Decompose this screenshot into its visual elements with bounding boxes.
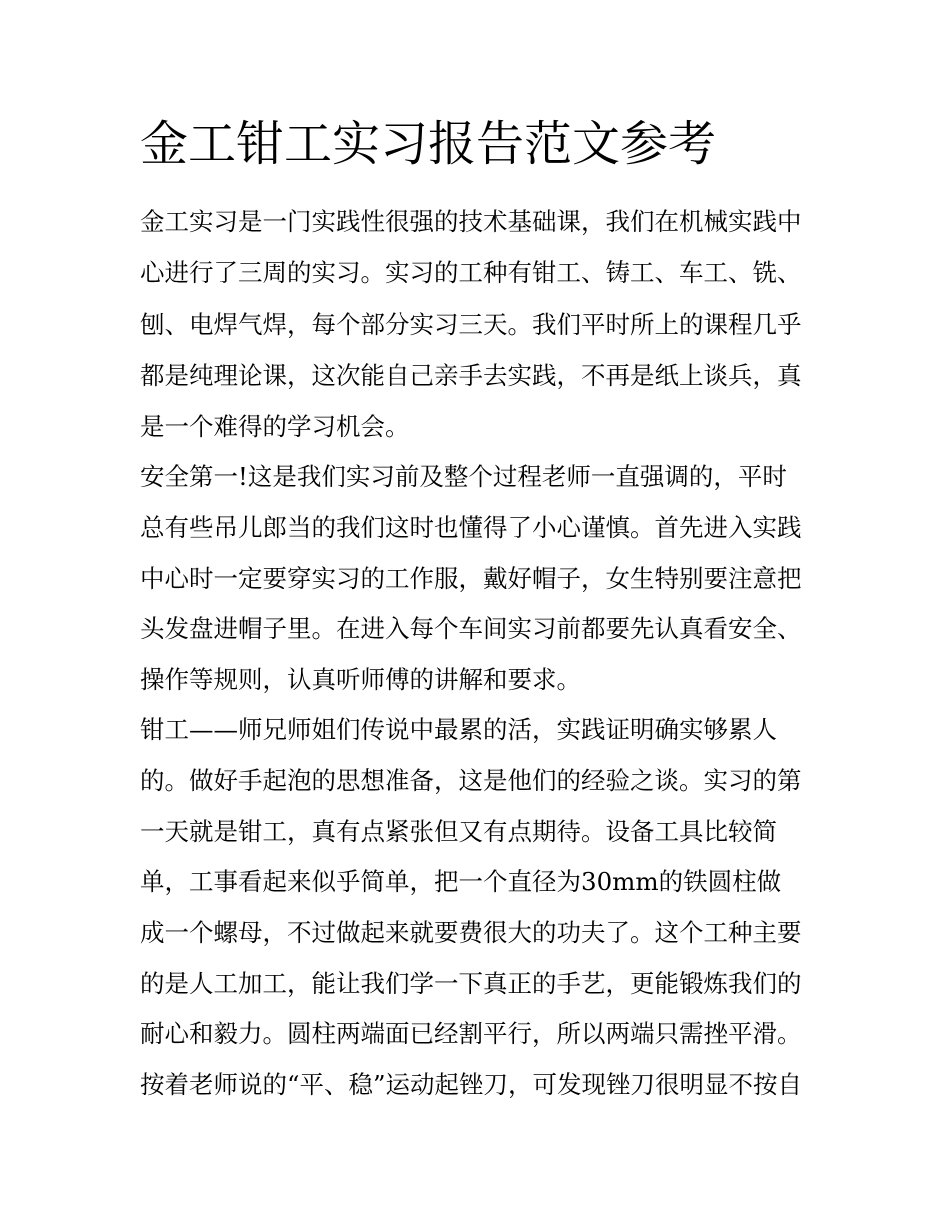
text-line: 耐心和毅力。圆柱两端面已经割平行，所以两端只需挫平滑。 <box>140 1019 802 1048</box>
document-title: 金工钳工实习报告范文参考 <box>140 116 717 172</box>
text-line: 安全第一!这是我们实习前及整个过程老师一直强调的，平时 <box>140 462 787 491</box>
text-line: 刨、电焊气焊，每个部分实习三天。我们平时所上的课程几乎 <box>140 310 802 339</box>
text-line: 一天就是钳工，真有点紧张但又有点期待。设备工具比较简 <box>140 817 777 846</box>
text-line: 中心时一定要穿实习的工作服，戴好帽子，女生特别要注意把 <box>140 564 802 593</box>
text-line: 头发盘进帽子里。在进入每个车间实习前都要先认真看安全、 <box>140 614 802 643</box>
text-line: 成一个螺母，不过做起来就要费很大的功夫了。这个工种主要 <box>140 918 802 947</box>
text-line: 都是纯理论课，这次能自己亲手去实践，不再是纸上谈兵，真 <box>140 361 802 390</box>
text-line: 操作等规则，认真听师傅的讲解和要求。 <box>140 665 581 694</box>
text-line: 钳工——师兄师姐们传说中最累的活，实践证明确实够累人 <box>140 715 777 744</box>
text-line: 金工实习是一门实践性很强的技术基础课，我们在机械实践中 <box>140 207 802 236</box>
text-line: 按着老师说的“平、稳”运动起锉刀，可发现锉刀很明显不按自 <box>140 1070 803 1099</box>
text-line: 单，工事看起来似乎简单，把一个直径为30mm的铁圆柱做 <box>140 867 782 896</box>
text-line: 是一个难得的学习机会。 <box>140 412 410 441</box>
text-line: 的是人工加工，能让我们学一下真正的手艺，更能锻炼我们的 <box>140 969 802 998</box>
text-line: 的。做好手起泡的思想准备，这是他们的经验之谈。实习的第 <box>140 766 802 795</box>
text-line: 总有些吊儿郎当的我们这时也懂得了小心谨慎。首先进入实践 <box>140 513 802 542</box>
text-line: 心进行了三周的实习。实习的工种有钳工、铸工、车工、铣、 <box>140 258 802 287</box>
